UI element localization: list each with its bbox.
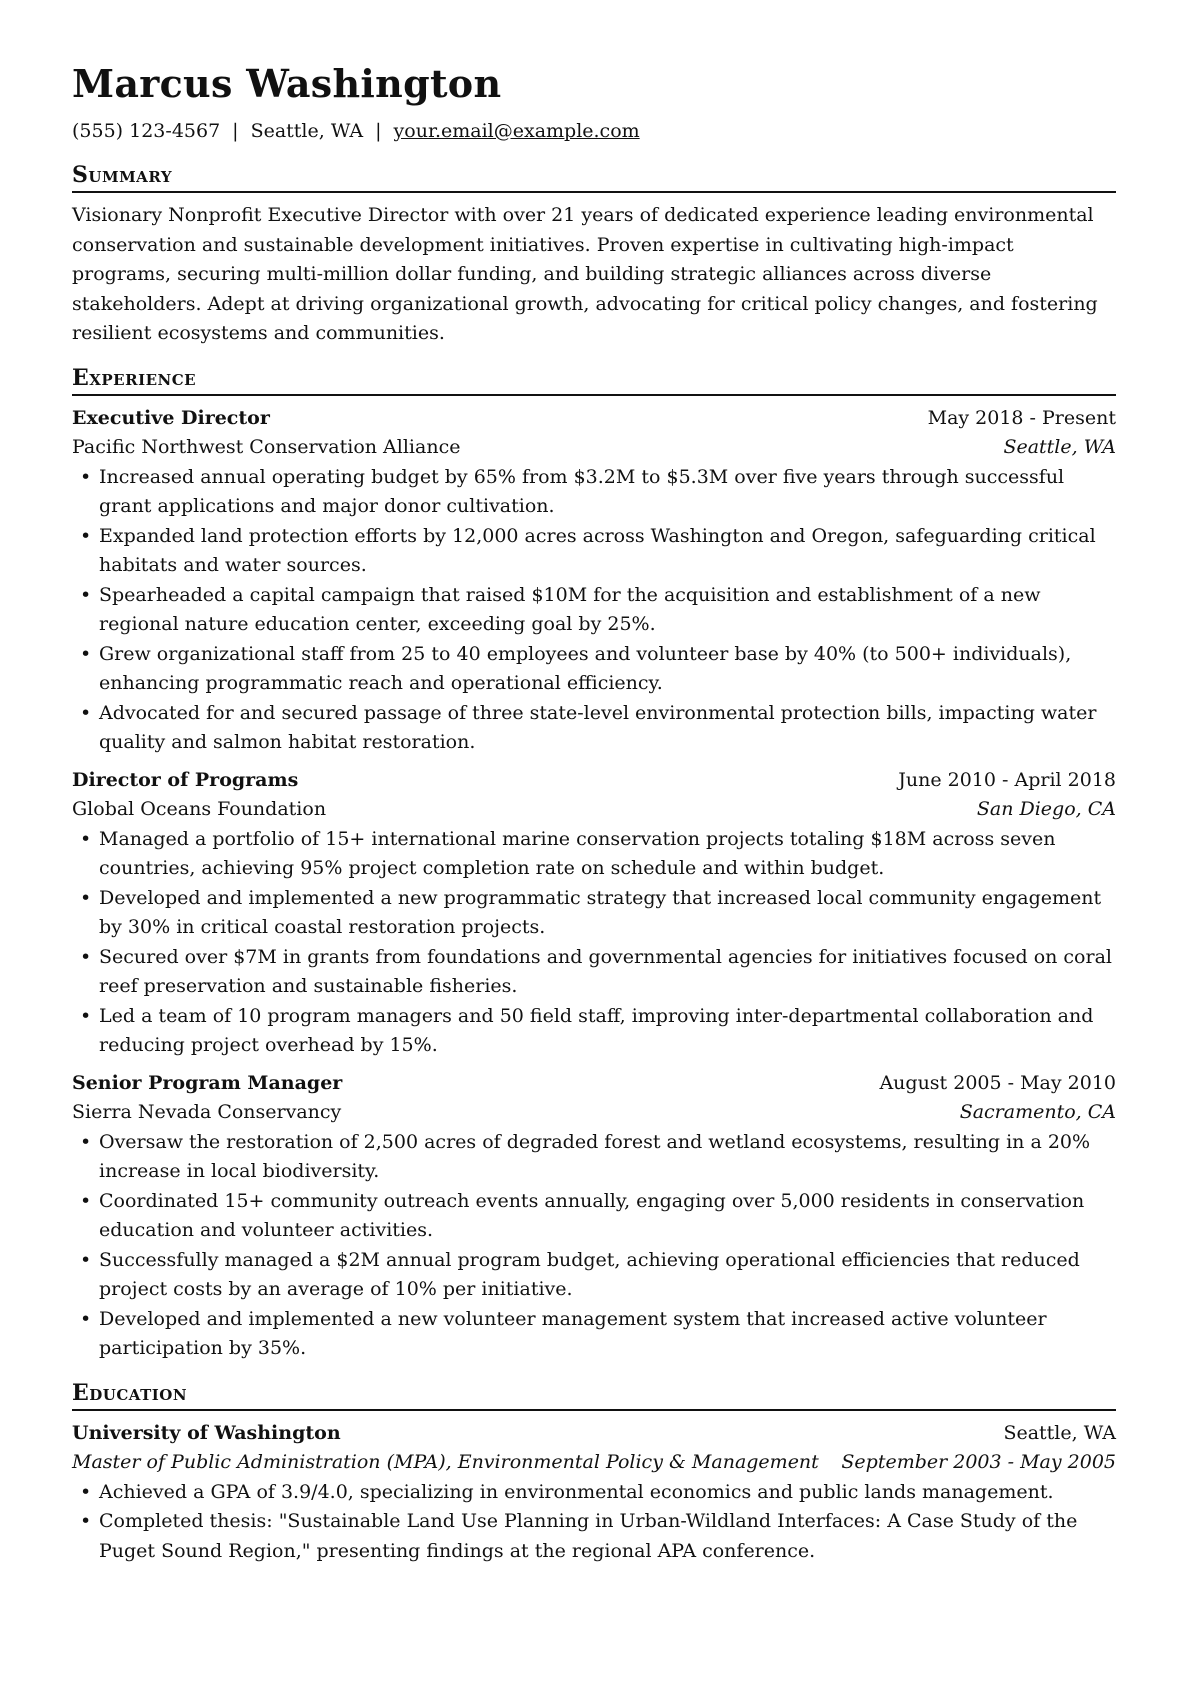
education-bullets — [72, 1478, 1116, 1567]
degree-dates: September 2003 - May 2005 — [841, 1451, 1116, 1473]
job-org-row — [72, 1098, 1116, 1128]
bullet-item: • Coordinated 15+ community outreach events annually, engaging over 5,000 residents in conservation education and volunteer activities. — [72, 1187, 1116, 1246]
job-location: Sacramento, CA — [959, 1101, 1116, 1123]
school-location: Seattle, WA — [1003, 1421, 1116, 1444]
job-entry — [72, 1069, 1116, 1364]
bullet-item: • Advocated for and secured passage of three state-level environmental protection bills, impacting water quality and salmon habitat restoration. — [72, 699, 1116, 758]
job-title-row — [72, 404, 1116, 434]
bullet-item: • Secured over $7M in grants from foundations and governmental agencies for initiatives focused on coral reef preservation and sustainable fisheries. — [72, 943, 1116, 1002]
job-organization: Pacific Northwest Conservation Alliance — [72, 436, 461, 458]
job-bullets — [72, 463, 1116, 758]
contact-separator: | — [375, 120, 382, 142]
bullet-item: • Developed and implemented a new programmatic strategy that increased local community engagement by 30% in critical coastal restoration projects. — [72, 884, 1116, 943]
job-title-row — [72, 1069, 1116, 1099]
contact-separator: | — [232, 120, 239, 142]
job-entry — [72, 404, 1116, 758]
contact-location: Seattle, WA — [250, 120, 364, 142]
bullet-item: • Achieved a GPA of 3.9/4.0, specializing in environmental economics and public lands management. — [72, 1478, 1116, 1508]
job-dates: August 2005 - May 2010 — [879, 1071, 1116, 1094]
school-name: University of Washington — [72, 1421, 341, 1444]
bullet-item: • Managed a portfolio of 15+ international marine conservation projects totaling $18M across seven countries, achieving 95% project completion rate on schedule and within budget. — [72, 825, 1116, 884]
contact-line — [72, 116, 1116, 146]
job-dates: June 2010 - April 2018 — [898, 768, 1116, 791]
job-location: Seattle, WA — [1003, 436, 1116, 458]
bullet-item: • Increased annual operating budget by 65% from $3.2M to $5.3M over five years through successful grant applications and major donor cultivation. — [72, 463, 1116, 522]
degree-name: Master of Public Administration (MPA), Environmental Policy & Management — [72, 1451, 819, 1473]
bullet-item: • Completed thesis: "Sustainable Land Use Planning in Urban-Wildland Interfaces: A Case Study of the Puget Sound Region," presenting findings at the regional APA conference. — [72, 1507, 1116, 1566]
bullet-item: • Successfully managed a $2M annual program budget, achieving operational efficiencies that reduced project costs by an average of 10% per initiative. — [72, 1246, 1116, 1305]
school-row — [72, 1419, 1116, 1449]
bullet-item: • Oversaw the restoration of 2,500 acres of degraded forest and wetland ecosystems, resulting in a 20% increase in local biodiversity. — [72, 1128, 1116, 1187]
resume-content — [72, 56, 1116, 1566]
education-entry — [72, 1419, 1116, 1567]
email-link[interactable]: your.email@example.com — [393, 120, 640, 142]
job-title: Senior Program Manager — [72, 1071, 343, 1094]
bullet-item: • Developed and implemented a new volunteer management system that increased active volunteer participation by 35%. — [72, 1305, 1116, 1364]
job-organization: Sierra Nevada Conservancy — [72, 1101, 342, 1123]
bullet-item: • Expanded land protection efforts by 12,000 acres across Washington and Oregon, safeguarding critical habitats and water sources. — [72, 522, 1116, 581]
job-org-row — [72, 433, 1116, 463]
job-bullets — [72, 1128, 1116, 1364]
job-org-row — [72, 795, 1116, 825]
job-location: San Diego, CA — [976, 798, 1116, 820]
degree-row — [72, 1448, 1116, 1478]
summary-heading: Summary — [72, 160, 1116, 193]
summary-text: Visionary Nonprofit Executive Director with over 21 years of dedicated experience leading environmental conservation and sustainable development initiatives. Proven expertise in cultivating high-impact programs, securing multi-million dollar funding, and building strategic alliances across diverse stakeholders. Adept at driving organizational growth, advocating for critical policy changes, and fostering resilient ecosystems and communities. — [72, 204, 1098, 344]
job-dates: May 2018 - Present — [927, 406, 1116, 429]
job-organization: Global Oceans Foundation — [72, 798, 327, 820]
job-title-row — [72, 766, 1116, 796]
phone-number: (555) 123-4567 — [72, 120, 221, 142]
job-entry — [72, 766, 1116, 1061]
job-title: Executive Director — [72, 406, 270, 429]
bullet-item: • Led a team of 10 program managers and 50 field staff, improving inter-departmental collaboration and reducing project overhead by 15%. — [72, 1002, 1116, 1061]
job-title: Director of Programs — [72, 768, 299, 791]
bullet-item: • Spearheaded a capital campaign that raised $10M for the acquisition and establishment of a new regional nature education center, exceeding goal by 25%. — [72, 581, 1116, 640]
candidate-name: Marcus Washington — [72, 61, 502, 106]
education-heading: Education — [72, 1378, 1116, 1411]
experience-heading: Experience — [72, 363, 1116, 396]
bullet-item: • Grew organizational staff from 25 to 40 employees and volunteer base by 40% (to 500+ individuals), enhancing programmatic reach and operational efficiency. — [72, 640, 1116, 699]
job-bullets — [72, 825, 1116, 1061]
